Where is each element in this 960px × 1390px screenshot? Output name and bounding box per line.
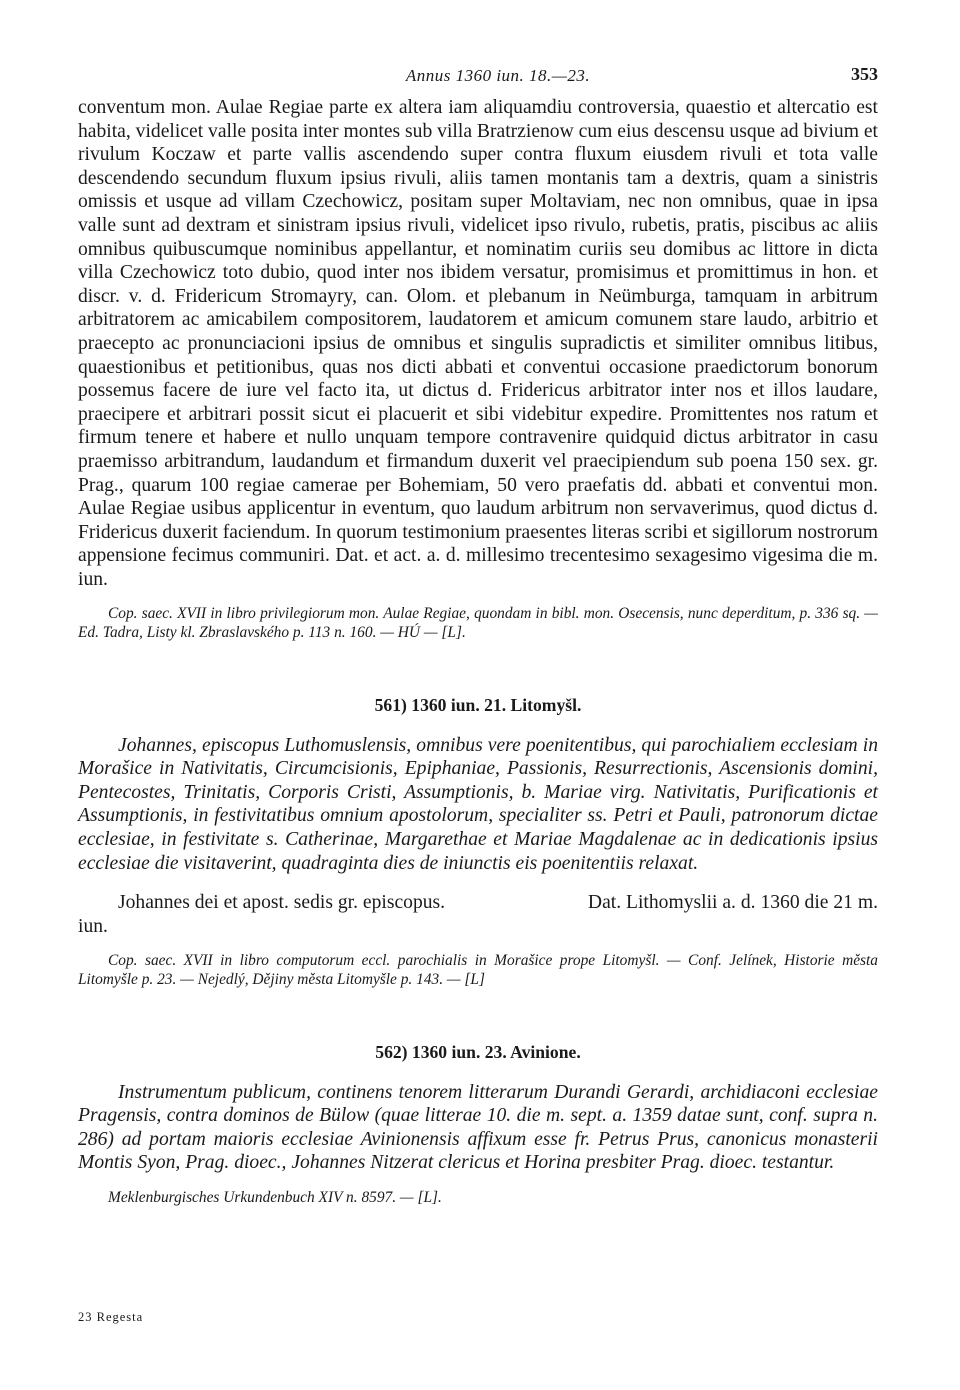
signature-date: Dat. Lithomyslii a. d. 1360 die 21 m. <box>587 892 878 914</box>
page-header <box>78 60 878 96</box>
entry-regest: Johannes, episcopus Luthomuslensis, omnibus vere poenitentibus, qui parochialiem ecclesiam in Morašice in Nativitatis, Circumcisionis, Epiphaniae, Passionis, Resurrectionis, Ascensionis domini, Pentecostes, Trinitatis, Corporis Cristi, Assumptionis, b. Mariae virg. Nativitatis, Purificationis et Assumptionis, in festivitatibus omnium apostolorum, specialiter ss. Petri et Pauli, patronorum dictae ecclesiae, in festivitate s. Catherinae, Margarethae et Mariae Magdalenae ac in dedicationis ipsius ecclesiae die visitaverint, quadraginta dies de iniunctis eis poenitentiis relaxat. <box>78 734 878 874</box>
page-number: 353 <box>851 64 878 84</box>
continuation-source-note: Cop. saec. XVII in libro privilegiorum mon. Aulae Regiae, quondam in bibl. mon. Osecensis, nunc deperditum, p. 336 sq. — Ed. Tadra, Listy kl. Zbraslavského p. 113 n. 160. — HÚ — [L]. <box>78 605 878 642</box>
entry-signature <box>78 891 878 938</box>
entry-heading: 562) 1360 iun. 23. Avinione. <box>375 1041 581 1062</box>
entry-regest: Instrumentum publicum, continens tenorem litterarum Durandi Gerardi, archidiaconi ecclesiae Pragensis, contra dominos de Bülow (quae litterae 10. die m. sept. a. 1359 datae sunt, conf. supra n. 286) ad portam maioris ecclesiae Avinionensis affixum esse fr. Petrus Prus, canonicus monasterii Montis Syon, Prag. dioec., Johannes Nitzerat clericus et Horina presbiter Prag. dioec. testantur. <box>78 1081 878 1174</box>
signature-date-continued: iun. <box>78 915 108 937</box>
entry-source-note: Cop. saec. XVII in libro computorum eccl. parochialis in Morašice prope Litomyšl. — Conf. Jelínek, Historie města Litomyšle p. 23. — Nejedlý, Dějiny města Litomyšle p. 143. — [L] <box>78 952 878 988</box>
continuation-text: conventum mon. Aulae Regiae parte ex altera iam aliquamdiu controversia, quaestio et altercatio est habita, videlicet valle posita inter montes sub villa Bratrzienow cum eius descensu usque ad bivium et rivulum Koczaw et parte vallis ascendendo super contra fluxum eiusdem rivuli et tota valle descendendo secundum fluxum ipsius rivuli, aliis tamen montanis tam a dextris, quam a sinistris omissis et usque ad villam Czechowicz, positam super Moltaviam, nec non omnibus, quae in ipsa valle sunt ad dextram et sinistram ipsius rivuli, videlicet ipso rivulo, rubetis, pratis, piscibus ac aliis omnibus quibuscumque nominibus appellantur, et nominatim curiis seu domibus ac littore in dicta villa Czechowicz toto dubio, quod inter nos ibidem versatur, promisimus et promittimus in hon. et discr. v. d. Fridericum Stromayry, can. Olom. et plebanum in Neümburga, tamquam in arbitrum arbitratorem ac amicabilem compositorem, laudatorem et amicum comunem stare laudo, arbitrio et praecepto ac pronunciacioni ipsius de omnibus et singulis supradictis et similiter omnibus litibus, quaestionibus et petitionibus, quas nos dicti abbati et conventui occasione praedictorum bonorum possemus facere de iure vel facto ita, ut dictus d. Fridericus arbitrator inter nos et illos laudare, praecipere et arbitrari possit sicut ei placuerit et sibi videbitur expedire. Promittentes nos ratum et firmum tenere et habere et nullo unquam tempore contravenire quidquid dictus arbitrator in casu praemisso arbitrandum, laudandum et firmandum duxerit vel praecipiendum sub poena 150 sex. gr. Prag., quarum 100 regiae camerae per Bohemiam, 50 vero praefatis dd. abbati et conventui mon. Aulae Regiae usibus applicentur in eventum, quo laudum arbitrum non servaverimus, quod dictus d. Fridericus duxerit faciendum. In quorum testimonium praesentes literas scribi et sigillorum nostrorum appensione fecimus communiri. Dat. et act. a. d. millesimo trecentesimo sexagesimo vigesima die m. iun. <box>78 97 878 590</box>
signature-issuer: Johannes dei et apost. sedis gr. episcopus. <box>118 892 446 914</box>
entry-561 <box>78 695 878 990</box>
entry-source-note: Meklenburgisches Urkundenbuch XIV n. 8597. — [L]. <box>108 1188 442 1206</box>
entry-heading: 561) 1360 iun. 21. Litomyšl. <box>374 694 582 715</box>
running-head: Annus 1360 iun. 18.—23. <box>405 66 591 85</box>
entry-562 <box>78 1042 878 1208</box>
printer-signature-mark: 23 Regesta <box>78 1310 144 1324</box>
